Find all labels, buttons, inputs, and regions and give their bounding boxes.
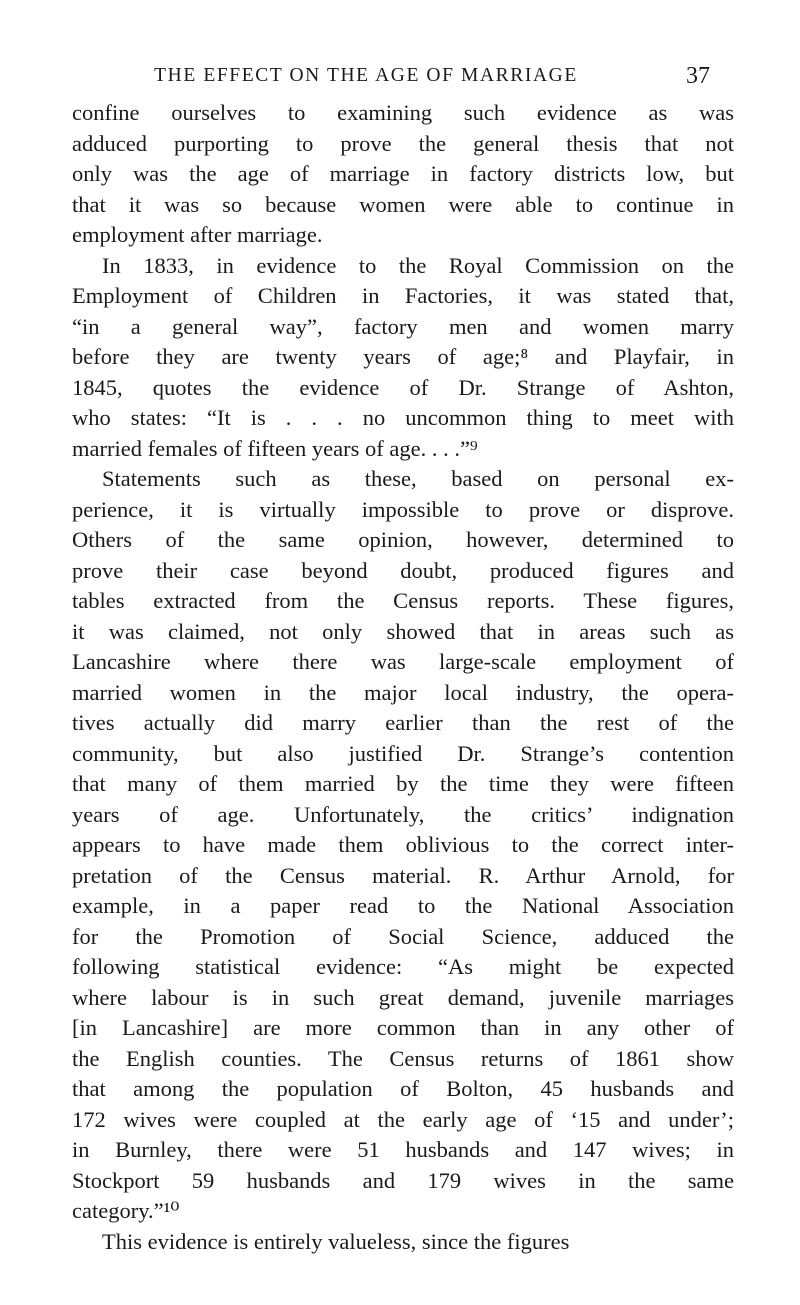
text-line: pretation of the Census material. R. Arthur Arnold, for	[72, 862, 734, 888]
text-line: Employment of Children in Factories, it was stated that,	[72, 283, 734, 308]
text-line: Others of the same opinion, however, determined to	[72, 527, 734, 552]
text-line: the English counties. The Census returns of 1861 show	[72, 1045, 734, 1071]
running-title: THE EFFECT ON THE AGE OF MARRIAGE	[154, 65, 578, 86]
page-number: 37	[686, 63, 710, 89]
text-line: [in Lancashire] are more common than in any other of	[72, 1015, 734, 1040]
text-line: Statements such as these, based on personal ex-	[102, 466, 734, 491]
text-line: “in a general way”, factory men and women marry	[72, 313, 734, 339]
text-line: confine ourselves to examining such evidence as was	[72, 100, 734, 125]
body-text	[72, 98, 734, 1257]
text-line: This evidence is entirely valueless, since the figures	[102, 1228, 570, 1254]
text-line: perience, it is virtually impossible to prove or disprove.	[72, 496, 734, 522]
text-line: married females of fifteen years of age. . . .”⁹	[72, 435, 478, 461]
text-line: where labour is in such great demand, juvenile marriages	[72, 984, 734, 1010]
text-line: community, but also justified Dr. Strange’s contention	[72, 740, 734, 766]
text-line: before they are twenty years of age;⁸ and Playfair, in	[72, 344, 734, 369]
text-line: for the Promotion of Social Science, adduced the	[72, 923, 734, 949]
running-head	[110, 60, 710, 92]
text-line: that many of them married by the time they were fifteen	[72, 771, 734, 796]
text-line: that among the population of Bolton, 45 husbands and	[72, 1076, 734, 1101]
text-line: following statistical evidence: “As might be expected	[72, 954, 734, 979]
text-line: Lancashire where there was large-scale employment of	[72, 649, 734, 674]
text-line: that it was so because women were able to continue in	[72, 191, 734, 217]
text-line: example, in a paper read to the National Association	[72, 893, 734, 918]
text-line: married women in the major local industry, the opera-	[72, 679, 734, 705]
text-line: only was the age of marriage in factory districts low, but	[72, 161, 734, 186]
text-line: adduced purporting to prove the general thesis that not	[72, 130, 734, 156]
text-line: years of age. Unfortunately, the critics’ indignation	[72, 801, 734, 827]
text-line: employment after marriage.	[72, 222, 323, 247]
text-line: category.”¹⁰	[72, 1198, 180, 1223]
text-line: it was claimed, not only showed that in areas such as	[72, 618, 734, 644]
text-line: appears to have made them oblivious to the correct inter-	[72, 832, 734, 857]
text-line: In 1833, in evidence to the Royal Commission on the	[102, 252, 734, 278]
text-line: Stockport 59 husbands and 179 wives in the same	[72, 1167, 734, 1193]
text-line: prove their case beyond doubt, produced figures and	[72, 557, 734, 583]
text-line: tables extracted from the Census reports. These figures,	[72, 588, 734, 613]
text-line: who states: “It is . . . no uncommon thing to meet with	[72, 405, 734, 430]
text-line: tives actually did marry earlier than the rest of the	[72, 710, 734, 735]
text-line: 1845, quotes the evidence of Dr. Strange of Ashton,	[72, 374, 734, 400]
text-line: 172 wives were coupled at the early age of ‘15 and under’;	[72, 1106, 734, 1132]
text-line: in Burnley, there were 51 husbands and 147 wives; in	[72, 1137, 734, 1162]
